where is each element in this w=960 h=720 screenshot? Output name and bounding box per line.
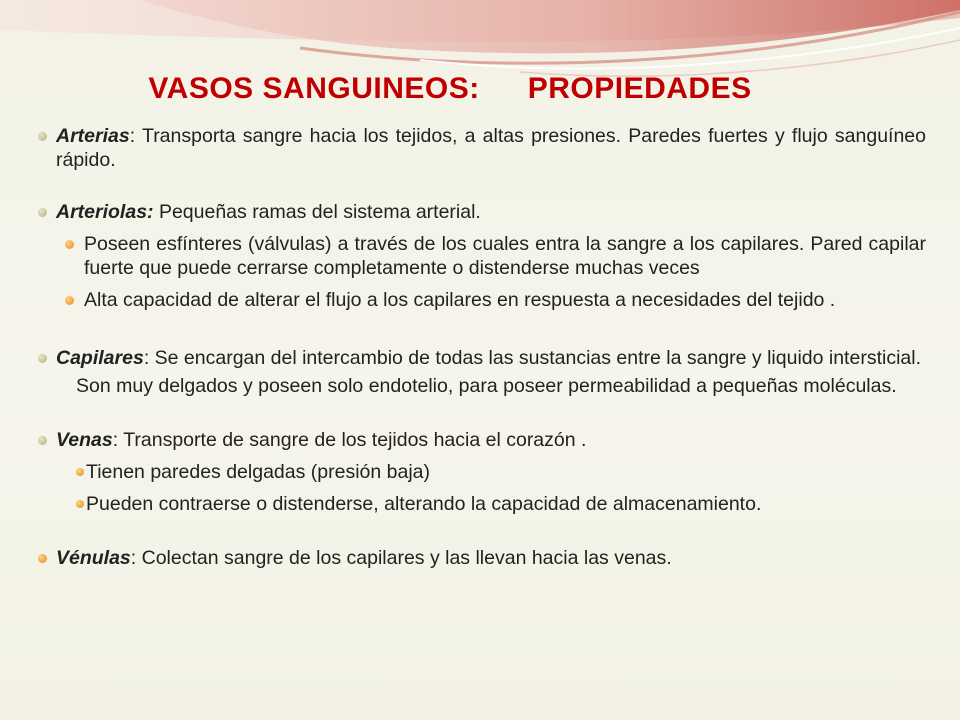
text-capilares: : Se encargan del intercambio de todas las sustancias entre la sangre y liquido intersticial. [143,347,921,369]
term-arterias: Arterias [56,125,130,147]
bullet-icon [65,296,74,305]
bullet-icon [65,240,74,249]
sub-item-arteriolas-2 [32,288,926,312]
sub-text: Pueden contraerse o distenderse, alterando la capacidad de almacenamiento. [86,493,762,515]
continuation-text: Son muy delgados y poseen solo endotelio, para poseer permeabilidad a pequeñas moléculas. [76,375,897,397]
sub-item-venas-2 [32,492,926,516]
list-item-arterias [32,124,926,172]
bullet-icon [38,208,47,217]
sub-text: Poseen esfínteres (válvulas) a través de los cuales entra la sangre a los capilares. Pared capilar fuerte que puede cerrarse completamente o distenderse muchas veces [84,233,926,279]
list-item-capilares [32,346,926,370]
sub-text: Alta capacidad de alterar el flujo a los capilares en respuesta a necesidades del tejido . [84,289,836,311]
slide-title [0,72,900,106]
bullet-icon [38,132,47,141]
text-arterias: : Transporta sangre hacia los tejidos, a altas presiones. Paredes fuertes y flujo sanguíneo rápido. [56,125,926,171]
sub-item-venas-1 [32,460,926,484]
text-venulas: : Colectan sangre de los capilares y las llevan hacia las venas. [130,547,672,569]
term-arteriolas: Arteriolas: [56,201,154,223]
bullet-icon [38,354,47,363]
bullet-icon [38,436,47,445]
title-part-1: VASOS SANGUINEOS: [148,72,480,105]
sub-text: Tienen paredes delgadas (presión baja) [86,461,431,483]
term-venulas: Vénulas [56,547,131,569]
sub-item-arteriolas-1 [32,232,926,280]
bullet-icon [76,468,84,476]
title-part-2: PROPIEDADES [527,72,752,105]
bullet-icon [76,500,84,508]
text-arteriolas: Pequeñas ramas del sistema arterial. [153,201,481,223]
list-item-venas [32,428,926,452]
slide-content [32,124,926,570]
term-venas: Venas [56,429,113,451]
text-venas: : Transporte de sangre de los tejidos hacia el corazón . [112,429,587,451]
capilares-continuation [32,374,926,398]
term-capilares: Capilares [56,347,144,369]
list-item-arteriolas [32,200,926,224]
bullet-icon [38,554,47,563]
list-item-venulas [32,546,926,570]
